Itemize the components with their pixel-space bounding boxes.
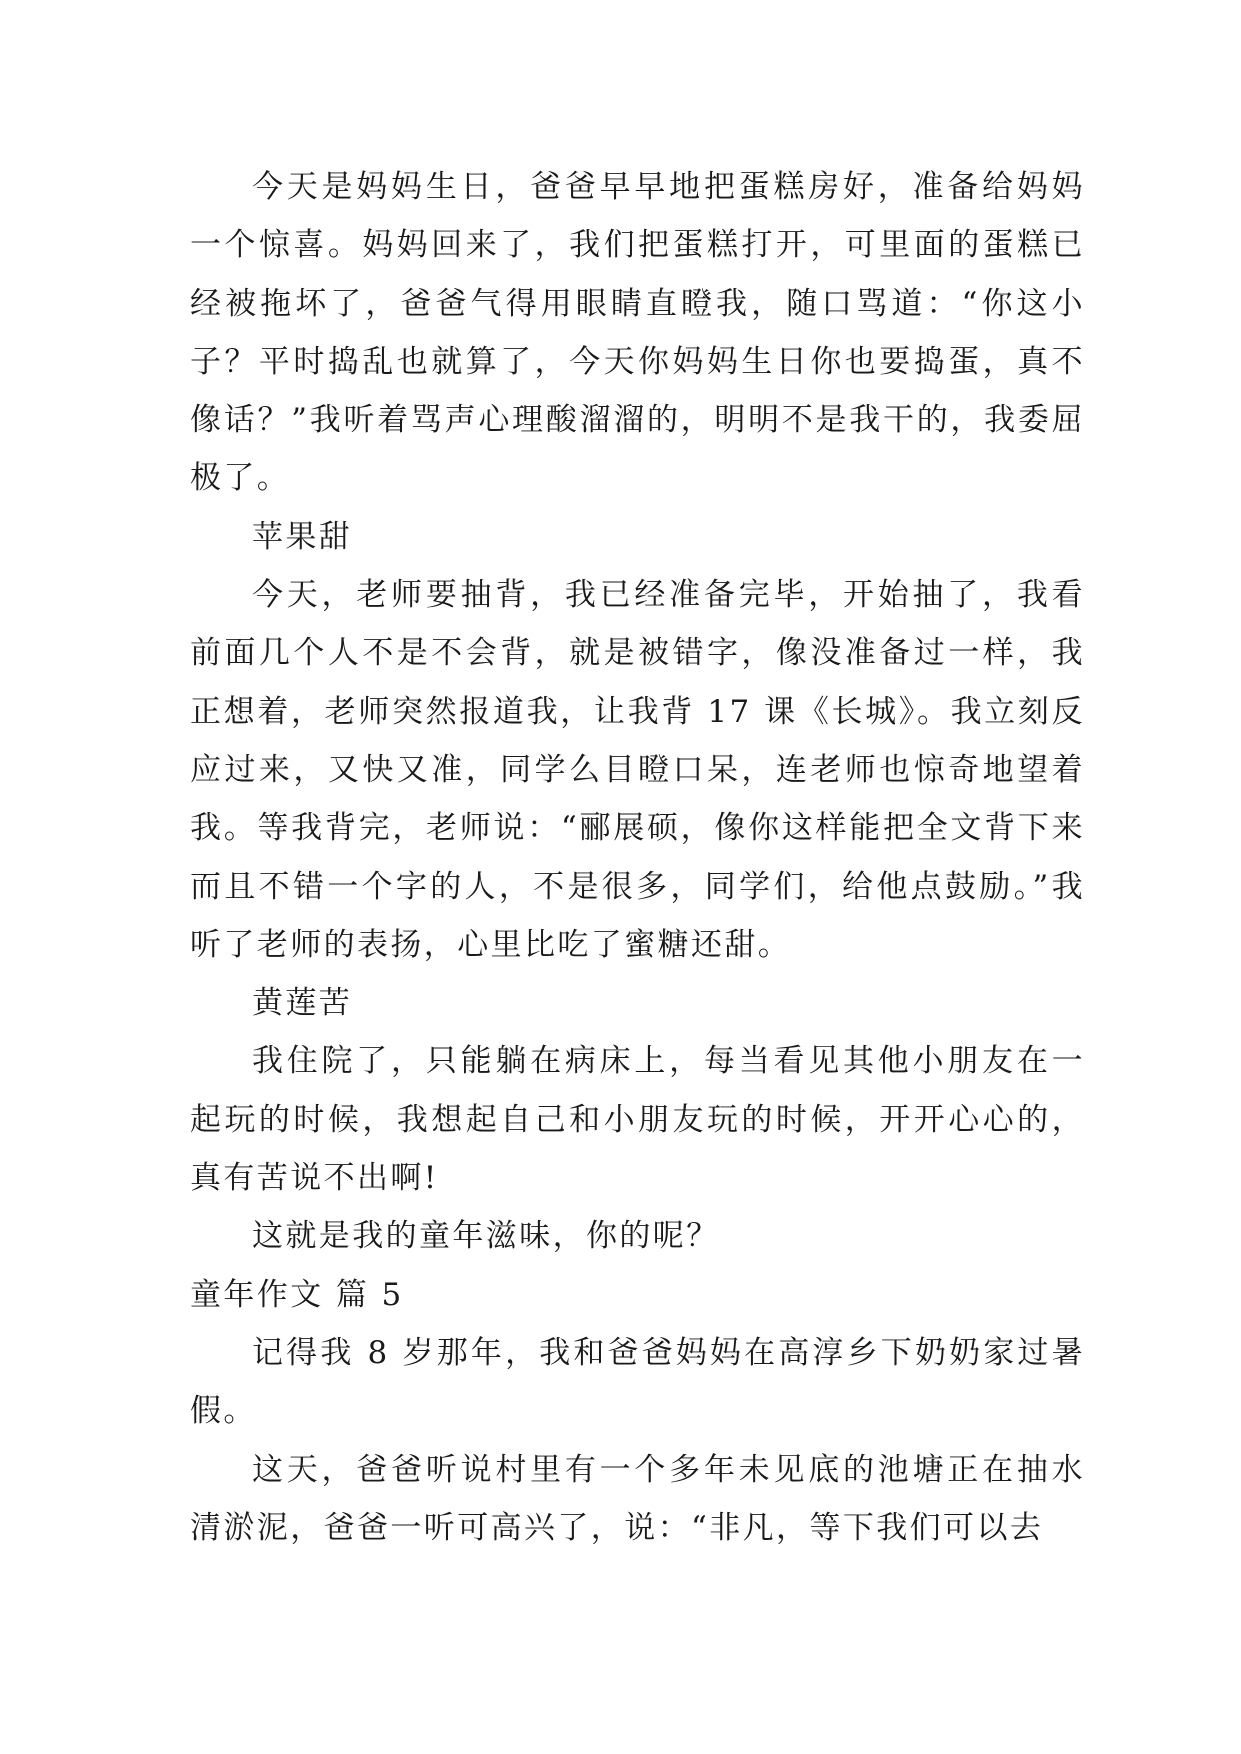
subheading-apple-sweet: 苹果甜 — [252, 518, 353, 555]
paragraph-summer-vacation: 记得我 8 岁那年，我和爸爸妈妈在高淳乡下奶奶家过暑假。 — [190, 1334, 1085, 1430]
paragraph-pond-cleaning: 这天，爸爸听说村里有一个多年未见底的池塘正在抽水清淤泥，爸爸一听可高兴了，说：“非凡，等下我们可以去 — [190, 1451, 1085, 1546]
section-heading-essay-5: 童年作文 篇 5 — [190, 1276, 404, 1313]
subheading-coptis-bitter: 黄莲苦 — [252, 985, 353, 1022]
paragraph-childhood-taste: 这就是我的童年滋味，你的呢？ — [252, 1218, 720, 1255]
document-body — [190, 158, 1085, 1557]
paragraph-recitation: 今天，老师要抽背，我已经准备完毕，开始抽了，我看前面几个人不是不会背，就是被错字，像没准备过一样，我正想着，老师突然报道我，让我背 17 课《长城》。我立刻反应过来，又快又准，同学么目瞪口呆，连老师也惊奇地望着我。等我背完，老师说：“郦展硕，像你这样能把全文背下来而且不错一个字的人，不是很多，同学们，给他点鼓励。”我听了老师的表扬，心里比吃了蜜糖还甜。 — [190, 577, 1085, 963]
paragraph-birthday-cake: 今天是妈妈生日，爸爸早早地把蛋糕房好，准备给妈妈一个惊喜。妈妈回来了，我们把蛋糕打开，可里面的蛋糕已经被拖坏了，爸爸气得用眼睛直瞪我，随口骂道：“你这小子？平时捣乱也就算了，今天你妈妈生日你也要捣蛋，真不像话？”我听着骂声心理酸溜溜的，明明不是我干的，我委屈极了。 — [190, 169, 1085, 497]
paragraph-hospital: 我住院了，只能躺在病床上，每当看见其他小朋友在一起玩的时候，我想起自己和小朋友玩的时候，开开心心的，真有苦说不出啊! — [190, 1043, 1085, 1197]
